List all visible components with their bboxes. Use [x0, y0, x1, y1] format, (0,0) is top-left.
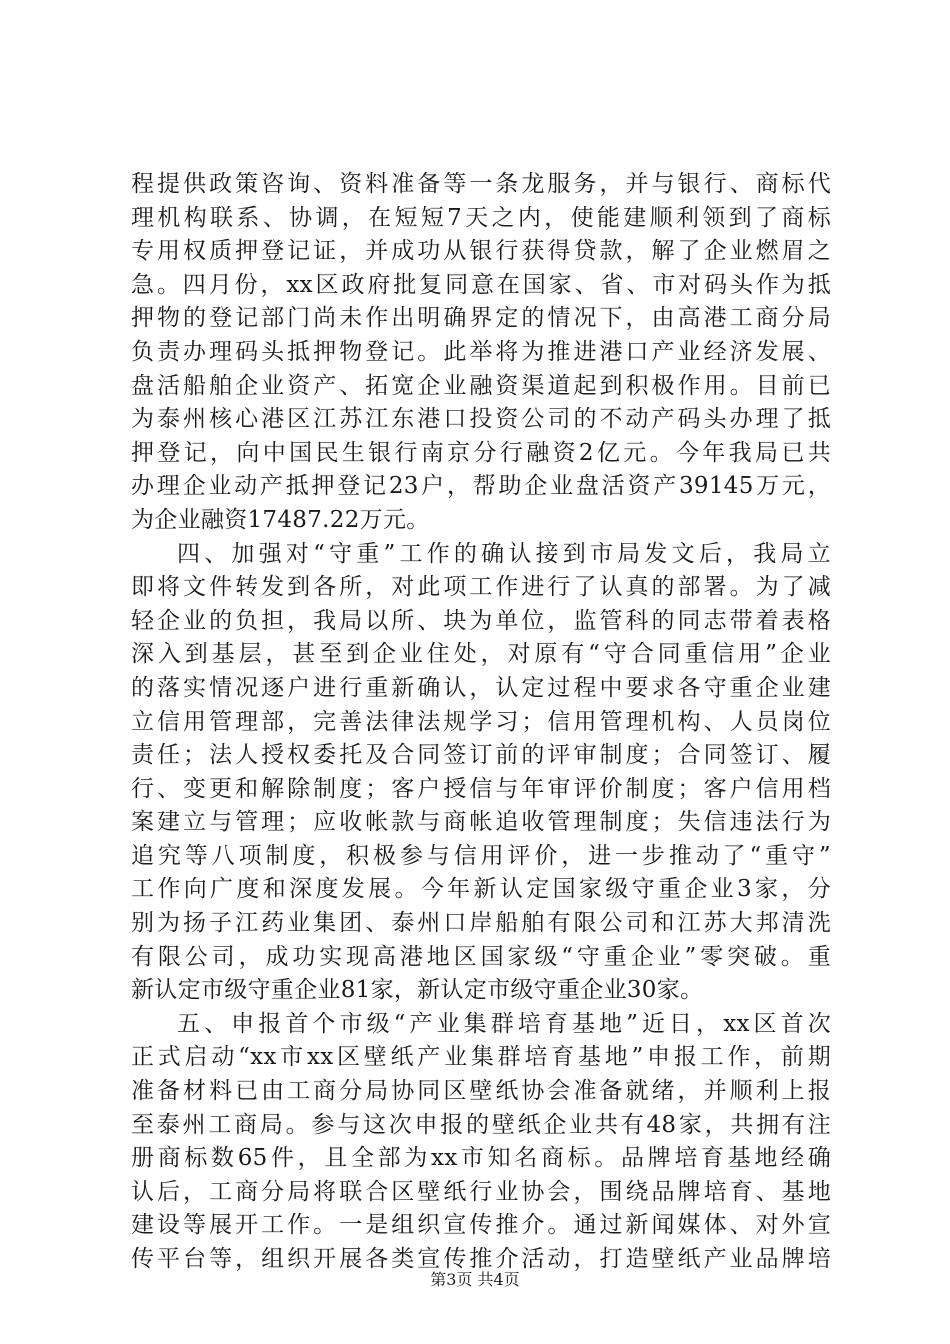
- text-line: 程提供政策咨询、资料准备等一条龙服务，并与银行、商标代: [131, 171, 831, 197]
- text-line: 传平台等，组织开展各类宣传推介活动，打造壁纸产业品牌培: [131, 1246, 831, 1272]
- text-line: 押物的登记部门尚未作出明确界定的情况下，由高港工商分局: [131, 305, 831, 332]
- text-line: 四、加强对“守重”工作的确认接到市局发文后，我局立: [177, 540, 831, 567]
- text-line: 深入到基层，甚至到企业住处，对原有“守合同重信用”企业: [131, 641, 831, 668]
- body-text: [131, 168, 831, 1277]
- paragraph-1: [131, 168, 831, 538]
- text-line: 即将文件转发到各所，对此项工作进行了认真的部署。为了减: [131, 574, 831, 601]
- text-line: 册商标数65件，且全部为xx市知名商标。品牌培育基地经确: [131, 1145, 831, 1172]
- text-line: 追究等八项制度，积极参与信用评价，进一步推动了“重守”: [131, 842, 831, 869]
- text-line: 新认定市级守重企业81家，新认定市级守重企业30家。: [131, 977, 704, 1004]
- text-line: 轻企业的负担，我局以所、块为单位，监管科的同志带着表格: [131, 607, 831, 634]
- text-line: 案建立与管理；应收帐款与商帐追收管理制度；失信违法行为: [131, 809, 831, 836]
- text-line: 盘活船舶企业资产、拓宽企业融资渠道起到积极作用。目前已: [131, 372, 831, 399]
- text-line: 负责办理码头抵押物登记。此举将为推进港口产业经济发展、: [131, 338, 831, 365]
- text-line: 的落实情况逐户进行重新确认，认定过程中要求各守重企业建: [131, 674, 831, 701]
- text-line: 责任；法人授权委托及合同签订前的评审制度；合同签订、履: [131, 742, 831, 769]
- text-line: 五、申报首个市级“产业集群培育基地”近日，xx区首次: [177, 1010, 831, 1037]
- text-line: 理机构联系、协调，在短短7天之内，使能建顺利领到了商标: [131, 204, 831, 231]
- text-line: 办理企业动产抵押登记23户，帮助企业盘活资产39145万元，: [131, 473, 831, 500]
- text-line: 别为扬子江药业集团、泰州口岸船舶有限公司和江苏大邦清洗: [131, 910, 831, 937]
- text-line: 至泰州工商局。参与这次申报的壁纸企业共有48家，共拥有注: [131, 1111, 831, 1138]
- text-line: 押登记，向中国民生银行南京分行融资2亿元。今年我局已共: [131, 439, 831, 466]
- paragraph-2: [131, 538, 831, 1008]
- text-line: 立信用管理部，完善法律法规学习；信用管理机构、人员岗位: [131, 708, 831, 735]
- text-line: 专用权质押登记证，并成功从银行获得贷款，解了企业燃眉之: [131, 238, 831, 265]
- text-line: 为泰州核心港区江苏江东港口投资公司的不动产码头办理了抵: [131, 406, 831, 433]
- text-line: 建设等展开工作。一是组织宣传推介。通过新闻媒体、对外宣: [131, 1212, 831, 1239]
- text-line: 准备材料已由工商分局协同区壁纸协会准备就绪，并顺利上报: [131, 1078, 831, 1105]
- text-line: 认后，工商分局将联合区壁纸行业协会，围绕品牌培育、基地: [131, 1178, 831, 1205]
- text-line: 工作向广度和深度发展。今年新认定国家级守重企业3家，分: [131, 876, 831, 903]
- text-line: 为企业融资17487.22万元。: [131, 506, 430, 533]
- text-line: 急。四月份，xx区政府批复同意在国家、省、市对码头作为抵: [131, 271, 831, 298]
- paragraph-3: [131, 1008, 831, 1277]
- page-number-footer: 第3页 共4页: [430, 1270, 520, 1289]
- text-line: 行、变更和解除制度；客户授信与年审评价制度；客户信用档: [131, 775, 831, 802]
- text-line: 有限公司，成功实现高港地区国家级“守重企业”零突破。重: [131, 943, 831, 970]
- text-line: 正式启动“xx市xx区壁纸产业集群培育基地”申报工作，前期: [131, 1044, 831, 1071]
